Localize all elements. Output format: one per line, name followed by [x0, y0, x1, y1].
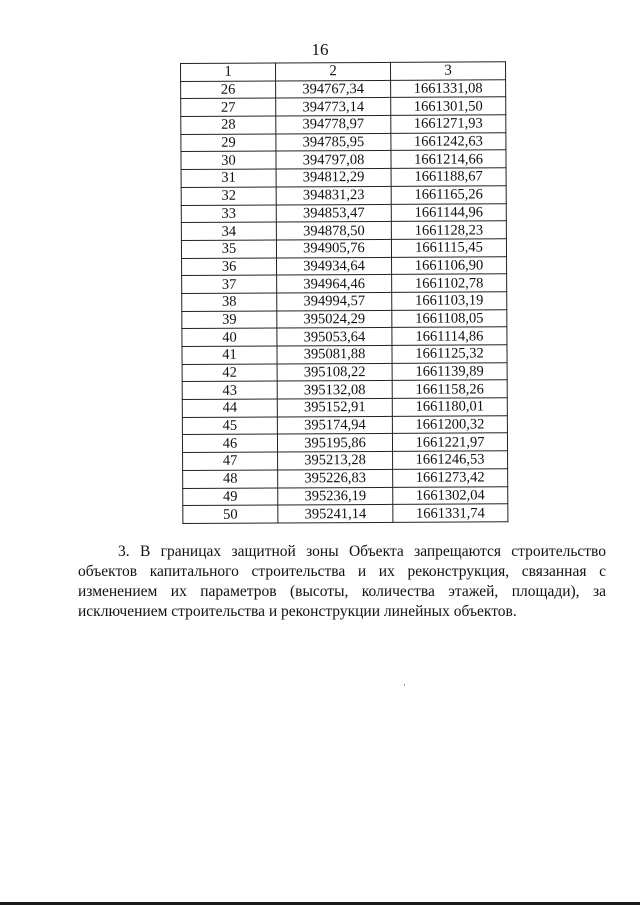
- x-coordinate-cell: 395152,91: [277, 398, 392, 416]
- x-coordinate-cell: 395174,94: [277, 416, 392, 434]
- table-header-row: [181, 62, 506, 81]
- x-coordinate-cell: 394934,64: [277, 257, 392, 275]
- point-number-cell: 40: [182, 328, 277, 346]
- x-coordinate-cell: 394853,47: [276, 204, 391, 222]
- table-row: [182, 433, 507, 452]
- point-number-cell: 32: [181, 187, 276, 205]
- x-coordinate-cell: 395195,86: [277, 434, 392, 452]
- table-row: [182, 256, 507, 275]
- y-coordinate-cell: 1661246,53: [393, 451, 508, 469]
- table-row: [182, 345, 507, 364]
- y-coordinate-cell: 1661242,63: [391, 133, 506, 151]
- point-number-cell: 33: [181, 204, 276, 222]
- point-number-cell: 26: [181, 81, 276, 99]
- point-number-cell: 28: [181, 116, 276, 134]
- y-coordinate-cell: 1661271,93: [391, 115, 506, 133]
- point-number-cell: 46: [182, 434, 277, 452]
- point-number-cell: 39: [182, 311, 277, 329]
- x-coordinate-cell: 394812,29: [276, 169, 391, 187]
- column-header: 1: [181, 63, 276, 81]
- table-row: [182, 327, 507, 346]
- y-coordinate-cell: 1661115,45: [391, 239, 506, 257]
- table-row: [182, 362, 507, 381]
- x-coordinate-cell: 394905,76: [276, 239, 391, 257]
- point-number-cell: 34: [181, 222, 276, 240]
- x-coordinate-cell: 395213,28: [278, 452, 393, 470]
- table-row: [182, 274, 507, 293]
- y-coordinate-cell: 1661139,89: [392, 362, 507, 380]
- x-coordinate-cell: 394767,34: [276, 80, 391, 98]
- y-coordinate-cell: 1661158,26: [392, 380, 507, 398]
- table-row: [181, 133, 506, 152]
- y-coordinate-cell: 1661302,04: [393, 486, 508, 504]
- column-header: 2: [276, 62, 391, 80]
- x-coordinate-cell: 395132,08: [277, 381, 392, 399]
- y-coordinate-cell: 1661221,97: [392, 433, 507, 451]
- table-row: [181, 115, 506, 134]
- point-number-cell: 38: [182, 293, 277, 311]
- x-coordinate-cell: 395226,83: [278, 469, 393, 487]
- y-coordinate-cell: 1661108,05: [392, 309, 507, 327]
- x-coordinate-cell: 395241,14: [278, 505, 393, 523]
- table-row: [181, 79, 506, 98]
- table-row: [182, 380, 507, 399]
- table-row: [182, 416, 507, 435]
- y-coordinate-cell: 1661102,78: [392, 274, 507, 292]
- y-coordinate-cell: 1661128,23: [391, 221, 506, 239]
- y-coordinate-cell: 1661125,32: [392, 345, 507, 363]
- table-row: [183, 451, 508, 470]
- y-coordinate-cell: 1661188,67: [391, 168, 506, 186]
- point-number-cell: 44: [182, 399, 277, 417]
- y-coordinate-cell: 1661180,01: [392, 398, 507, 416]
- point-number-cell: 48: [183, 470, 278, 488]
- restriction-paragraph: 3. В границах защитной зоны Объекта запрещаются строительство объектов капитального строительства и их реконструкция, связанная с изменением их параметров (высоты, количества этажей, площади), за исключением строительства и реконструкции линейных объектов.: [78, 543, 606, 620]
- point-number-cell: 41: [182, 346, 277, 364]
- x-coordinate-cell: 394878,50: [276, 222, 391, 240]
- scan-speck: [404, 684, 405, 686]
- x-coordinate-cell: 395236,19: [278, 487, 393, 505]
- point-number-cell: 49: [183, 487, 278, 505]
- point-number-cell: 29: [181, 134, 276, 152]
- page-number: 16: [311, 40, 329, 59]
- table-row: [181, 221, 506, 240]
- table-row: [183, 486, 508, 505]
- x-coordinate-cell: 394964,46: [277, 275, 392, 293]
- x-coordinate-cell: 395053,64: [277, 328, 392, 346]
- x-coordinate-cell: 394785,95: [276, 133, 391, 151]
- coordinates-table-body: [181, 62, 508, 524]
- table-row: [183, 469, 508, 488]
- table-row: [181, 239, 506, 258]
- table-row: [182, 309, 507, 328]
- x-coordinate-cell: 394778,97: [276, 115, 391, 133]
- y-coordinate-cell: 1661200,32: [392, 416, 507, 434]
- x-coordinate-cell: 395081,88: [277, 345, 392, 363]
- table-row: [181, 203, 506, 222]
- table-row: [181, 168, 506, 187]
- table-row: [181, 150, 506, 169]
- point-number-cell: 27: [181, 98, 276, 116]
- x-coordinate-cell: 395108,22: [277, 363, 392, 381]
- y-coordinate-cell: 1661301,50: [391, 97, 506, 115]
- y-coordinate-cell: 1661214,66: [391, 150, 506, 168]
- table-row: [182, 398, 507, 417]
- coordinates-table: [180, 61, 508, 524]
- column-header: 3: [390, 62, 505, 80]
- x-coordinate-cell: 394994,57: [277, 292, 392, 310]
- point-number-cell: 30: [181, 151, 276, 169]
- y-coordinate-cell: 1661331,08: [391, 79, 506, 97]
- point-number-cell: 42: [182, 364, 277, 382]
- table-row: [181, 97, 506, 116]
- x-coordinate-cell: 394831,23: [276, 186, 391, 204]
- y-coordinate-cell: 1661165,26: [391, 186, 506, 204]
- point-number-cell: 45: [182, 417, 277, 435]
- y-coordinate-cell: 1661103,19: [392, 292, 507, 310]
- y-coordinate-cell: 1661144,96: [391, 203, 506, 221]
- x-coordinate-cell: 394797,08: [276, 151, 391, 169]
- point-number-cell: 47: [183, 452, 278, 470]
- point-number-cell: 31: [181, 169, 276, 187]
- point-number-cell: 36: [182, 258, 277, 276]
- y-coordinate-cell: 1661273,42: [393, 469, 508, 487]
- y-coordinate-cell: 1661114,86: [392, 327, 507, 345]
- point-number-cell: 50: [183, 505, 278, 523]
- x-coordinate-cell: 395024,29: [277, 310, 392, 328]
- y-coordinate-cell: 1661331,74: [393, 504, 508, 522]
- x-coordinate-cell: 394773,14: [276, 98, 391, 116]
- point-number-cell: 35: [181, 240, 276, 258]
- y-coordinate-cell: 1661106,90: [392, 256, 507, 274]
- point-number-cell: 37: [182, 275, 277, 293]
- table-row: [181, 186, 506, 205]
- table-row: [183, 504, 508, 523]
- point-number-cell: 43: [182, 381, 277, 399]
- table-row: [182, 292, 507, 311]
